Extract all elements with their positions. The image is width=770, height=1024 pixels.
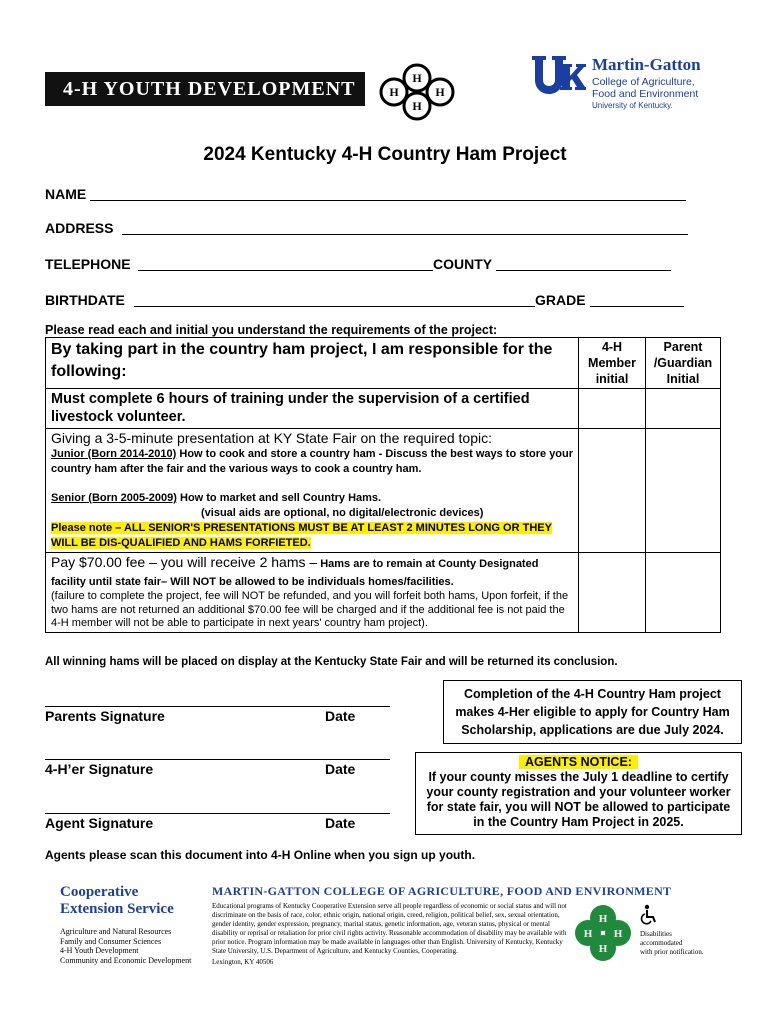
mg-college-line2: Food and Environment [592, 88, 699, 100]
agents-notice-highlight: AGENTS NOTICE: [519, 755, 638, 769]
parent-header-line: Initial [666, 372, 700, 386]
table-row [46, 553, 721, 633]
telephone-label: TELEPHONE [45, 256, 131, 272]
member-initial-cell[interactable] [579, 389, 646, 429]
visual-aids-note: (visual aids are optional, no digital/electronic devices) [201, 507, 484, 519]
senior-note-highlight: Please note – ALL SENIOR'S PRESENTATIONS MUST BE AT LEAST 2 MINUTES LONG OR THEY WILL BE DIS-QUALIFIED AND HAMS FORFIETED. [51, 522, 552, 549]
disab-line: Disabilities [640, 930, 672, 938]
svg-text:H: H [412, 71, 422, 85]
agents-notice-box [415, 752, 742, 835]
senior-text: How to market and sell Country Hams. [176, 492, 382, 504]
grade-field[interactable] [590, 306, 684, 307]
senior-topic [51, 491, 573, 506]
unit-item: Family and Consumer Sciences [60, 936, 162, 946]
requirements-table [45, 337, 721, 633]
agents-notice-heading [416, 755, 741, 770]
winning-hams-note: All winning hams will be placed on display at the Kentucky State Fair and will be returned its conclusion. [45, 656, 618, 668]
parent-header-line: Parent [663, 340, 703, 354]
birthdate-label: BIRTHDATE [45, 292, 125, 308]
svg-text:H: H [613, 928, 623, 940]
table-row [46, 389, 721, 429]
member-initial-cell[interactable] [579, 429, 646, 553]
svg-text:H: H [435, 85, 445, 99]
grade-label: GRADE [535, 292, 586, 308]
county-field[interactable] [496, 270, 671, 271]
parent-initial-header [646, 338, 721, 389]
agents-notice-body: If your county misses the July 1 deadline to certify your county registration and your volunteer worker for state fair, you will NOT be allowed to participate in the Country Ham Project in 2025. [426, 770, 731, 829]
fee-text [51, 554, 573, 590]
coop-line: Extension Service [60, 901, 174, 917]
fee-note: (failure to complete the project, fee will NOT be refunded, and you will forfeit both hams, Upon forfeit, if the two hams are not returned an additional $70.00 fee will be charged and if the additional fee is not paid the 4-H member will not be able to participate in next years' country ham project). [51, 590, 569, 629]
table-header-row [46, 338, 721, 389]
fee-bold: Hams are to remain at County Designated facility until state fair– Will NOT be allowed to be individuals homes/facilities. [51, 558, 539, 588]
member-initial-header [579, 338, 646, 389]
mg-university: University of Kentucky. [592, 101, 673, 110]
wheelchair-icon [640, 904, 658, 926]
name-label: NAME [45, 186, 87, 202]
fourher-signature-label: 4-H’er Signature [45, 761, 154, 777]
agents-scan-note: Agents please scan this document into 4-H Online when you sign up youth. [45, 848, 476, 862]
program-units [60, 927, 191, 965]
parents-date-label: Date [325, 708, 356, 724]
svg-text:H: H [412, 99, 422, 113]
4h-clover-icon [362, 58, 472, 126]
mg-college-footer: MARTIN-GATTON COLLEGE OF AGRICULTURE, FOOD AND ENVIRONMENT [212, 884, 672, 898]
parent-initial-cell[interactable] [646, 553, 721, 633]
presentation-requirement [46, 429, 579, 553]
fee-lead: Pay $70.00 fee – you will receive 2 hams – [51, 554, 318, 570]
senior-label: Senior (Born 2005-2009) [51, 492, 177, 504]
parents-signature-line[interactable] [45, 706, 390, 707]
svg-text:H: H [583, 928, 593, 940]
table-row [46, 429, 721, 553]
agent-signature-label: Agent Signature [45, 815, 154, 831]
parent-initial-cell[interactable] [646, 389, 721, 429]
junior-label: Junior (Born 2014-2010) [51, 448, 177, 460]
coop-line: Cooperative [60, 884, 139, 900]
birthdate-field[interactable] [134, 306, 535, 307]
county-label: COUNTY [433, 256, 493, 272]
fourher-signature-line[interactable] [45, 759, 390, 760]
parents-signature-label: Parents Signature [45, 708, 165, 724]
address-label: ADDRESS [45, 220, 114, 236]
disab-line: with prior notification. [640, 948, 704, 956]
eeo-statement: Educational programs of Kentucky Cooperative Extension serve all people regardless of economic or social status and will not discriminate on the basis of race, color, ethnic origin, national origin, creed, religion, political belief, sex, sexual orientation, gender identity, gender expression, pregnancy, marital status, genetic information, age, veteran status, physical or mental disability or reprisal or retaliation for prior civil rights activity. Reasonable accommodation of disability may be available with prior notice. Program information may be made available in languages other than English. University of Kentucky, Kentucky State University, U.S. Department of Agriculture, and Kentucky Counties, Cooperating. [212, 902, 567, 955]
telephone-field[interactable] [138, 270, 433, 271]
table-intro: By taking part in the country ham project, I am responsible for the following: [46, 338, 579, 389]
presentation-lead: Giving a 3-5-minute presentation at KY State Fair on the required topic: [51, 430, 492, 446]
uk-logo-icon [528, 52, 586, 98]
svg-text:H: H [598, 913, 608, 925]
unit-item: Community and Economic Development [60, 955, 192, 965]
disabilities-note [640, 930, 704, 957]
agent-date-label: Date [325, 815, 356, 831]
4h-clover-icon [572, 902, 634, 964]
unit-item: Agriculture and Natural Resources [60, 927, 172, 936]
unit-item: 4-H Youth Development [60, 946, 139, 955]
mg-college-line1: College of Agriculture, [592, 76, 695, 88]
footer-city: Lexington, KY 40506 [212, 958, 274, 966]
name-field[interactable] [90, 200, 686, 201]
fourher-date-label: Date [325, 761, 356, 777]
junior-text: How to cook and store a country ham - Discuss the best ways to store your country ham after the fair and the various ways to cook a country ham. [51, 448, 574, 475]
junior-topic [51, 447, 573, 477]
training-requirement: Must complete 6 hours of training under the supervision of a certified livestock volunteer. [46, 389, 579, 429]
svg-text:H: H [389, 85, 399, 99]
address-field[interactable] [122, 234, 688, 235]
instructions: Please read each and initial you understand the requirements of the project: [45, 323, 498, 337]
coop-extension-logo [60, 884, 174, 918]
agent-signature-line[interactable] [45, 813, 390, 814]
svg-text:H: H [598, 943, 608, 955]
page-title: 2024 Kentucky 4-H Country Ham Project [203, 144, 567, 165]
member-initial-cell[interactable] [579, 553, 646, 633]
parent-header-line: /Guardian [653, 356, 713, 370]
program-banner: 4-H YOUTH DEVELOPMENT [45, 72, 365, 106]
mg-college [592, 76, 712, 100]
parent-initial-cell[interactable] [646, 429, 721, 553]
senior-note [51, 521, 573, 551]
fee-requirement [46, 553, 579, 633]
member-header-line: Member [588, 356, 636, 370]
member-header-line: initial [595, 372, 629, 386]
mg-title: Martin-Gatton [592, 55, 701, 74]
member-header-line: 4-H [601, 340, 623, 354]
disab-line: accommodated [640, 939, 683, 947]
scholarship-box: Completion of the 4-H Country Ham project makes 4-Her eligible to apply for Country Ham Scholarship, applications are due July 2024. [443, 680, 742, 744]
